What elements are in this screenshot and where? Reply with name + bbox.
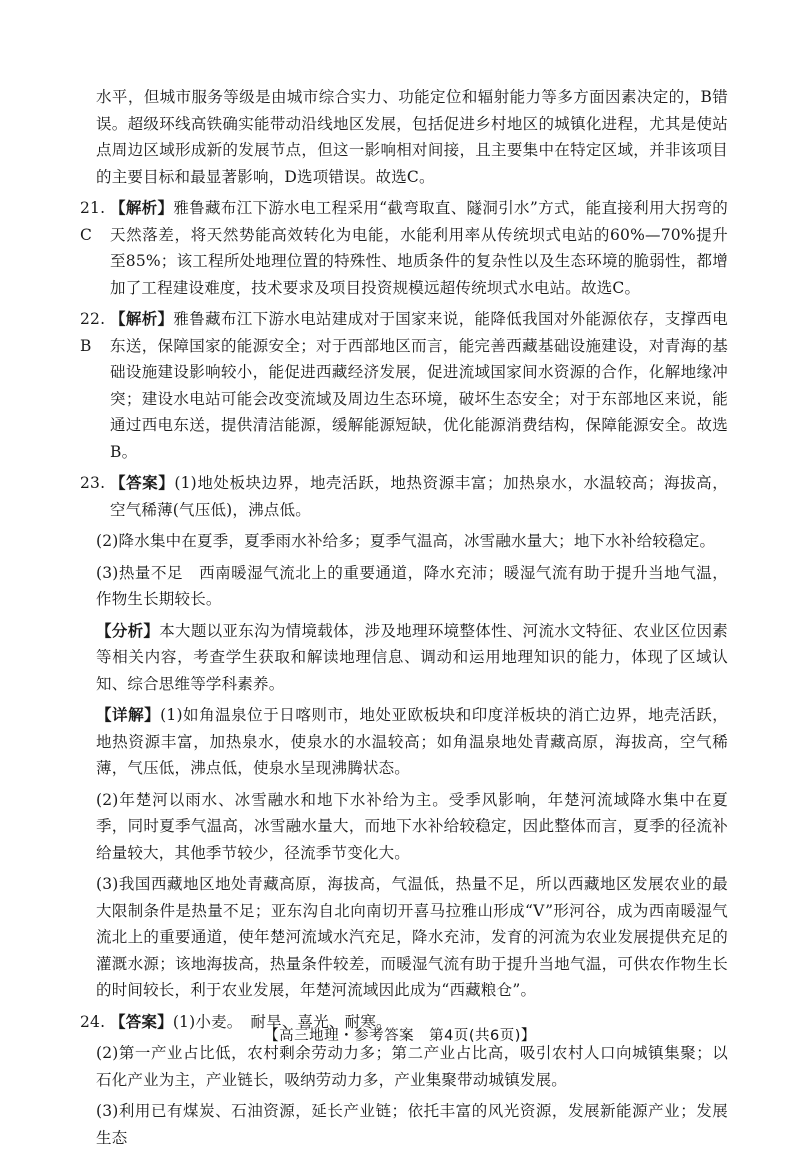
q24-answer-1: (1)小麦。 耐旱、喜光、耐寒。 bbox=[172, 1012, 392, 1031]
q23-fenxi bbox=[96, 618, 728, 698]
q22-body bbox=[110, 306, 728, 465]
q23-xiangjie-1-text: (1)如角温泉位于日喀则市，地处亚欧板块和印度洋板块的消亡边界，地壳活跃，地热资源丰富，加热泉水，使泉水的水温较高；如角温泉地处青藏高原，海拔高，空气稀薄，气压低，沸点低，使泉水呈现沸腾状态。 bbox=[96, 706, 728, 777]
q23-block bbox=[80, 470, 728, 523]
q22-number: 22. B bbox=[80, 310, 106, 355]
q23-answer-2: (2)降水集中在夏季，夏季雨水补给多；夏季气温高，冰雪融水量大；地下水补给较稳定。 bbox=[96, 532, 716, 550]
q24-answer-tag: 【答案】 bbox=[110, 1011, 173, 1031]
q21-body bbox=[110, 195, 728, 301]
q22-analysis-text: 雅鲁藏布江下游水电站建成对于国家来说，能降低我国对外能源依存，支撑西电东送，保障国家的能源安全；对于西部地区而言，能完善西藏基础设施建设，对青海的基础设施建设影响较小，能促进西藏经济发展，促进流域国家间水资源的合作，化解地缘冲突；建设水电站可能会改变流域及周边生态环境，破坏生态安全；对于东部地区来说，能通过西电东送，提供清洁能源，缓解能源短缺，优化能源消费结构，保障能源安全。故选B。 bbox=[110, 310, 728, 461]
q20-continuation: 水平，但城市服务等级是由城市综合实力、功能定位和辐射能力等多方面因素决定的，B错误。超级环线高铁确实能带动沿线地区发展，包括促进乡村地区的城镇化进程，尤其是使站点周边区域形成新的发展节点，但这一影响相对间接，且主要集中在特定区域，并非该项目的主要目标和最显著影响，D选项错误。故选C。 bbox=[96, 88, 728, 186]
q23-fenxi-text: 本大题以亚东沟为情境载体，涉及地理环境整体性、河流水文特征、农业区位因素等相关内容，考查学生获取和解读地理信息、调动和运用地理知识的能力，体现了区域认知、综合思维等学科素养。 bbox=[96, 621, 728, 693]
q24-answer-2: (2)第一产业占比低，农村剩余劳动力多；第二产业占比高，吸引农村人口向城镇集聚；以石化产业为主，产业链长，吸纳劳动力多，产业集聚带动城镇发展。 bbox=[96, 1044, 728, 1089]
q23-fenxi-tag: 【分析】 bbox=[96, 620, 160, 640]
q23-answer-3: (3)热量不足 西南暖湿气流北上的重要通道，降水充沛；暖湿气流有助于提升当地气温，作物生长期较长。 bbox=[96, 563, 728, 608]
q23-xiangjie-3: (3)我国西藏地区地处青藏高原，海拔高，气温低，热量不足，所以西藏地区发展农业的最大限制条件是热量不足；亚东沟自北向南切开喜马拉雅山形成“V”形河谷，成为西南暖湿气流北上的重要通道，使年楚河流域水汽充足，降水充沛，发育的河流为农业发展提供充足的灌溉水源；该地海拔高，热量条件较差，而暖湿气流有助于提升当地气温，可供农作物生长的时间较长，利于农业发展，年楚河流域因此成为“西藏粮仓”。 bbox=[96, 875, 728, 999]
q21-number: 21. C bbox=[80, 199, 106, 244]
q23-body bbox=[110, 470, 728, 523]
q24-answer-3: (3)利用已有煤炭、石油资源，延长产业链；依托丰富的风光资源，发展新能源产业；发展生态 bbox=[96, 1102, 728, 1147]
q21-analysis-text: 雅鲁藏布江下游水电工程采用“截弯取直、隧洞引水”方式，能直接利用大拐弯的天然落差，将天然势能高效转化为电能，水能利用率从传统坝式电站的60%—70%提升至85%；该工程所处地理位置的特殊性、地质条件的复杂性以及生态环境的脆弱性，都增加了工程建设难度，技术要求及项目投资规模远超传统坝式水电站。故选C。 bbox=[110, 199, 728, 297]
q21-analysis-tag: 【解析】 bbox=[110, 198, 174, 217]
q23-answer-tag: 【答案】 bbox=[110, 473, 175, 492]
answer-content bbox=[80, 84, 728, 1156]
page-footer: 【高三地理・参考答案 第4页(共6页)】 bbox=[264, 1028, 536, 1044]
q23-xiangjie-1 bbox=[96, 702, 728, 782]
q21-block bbox=[80, 195, 728, 301]
q22-block bbox=[80, 306, 728, 465]
q23-xiangjie-tag: 【详解】 bbox=[96, 705, 161, 724]
q23-number: 23. bbox=[80, 474, 106, 492]
q22-analysis-tag: 【解析】 bbox=[110, 309, 174, 328]
q23-xiangjie-2: (2)年楚河以雨水、冰雪融水和地下水补给为主。受季风影响，年楚河流域降水集中在夏季，同时夏季气温高，冰雪融水量大，而地下水补给较稳定，因此整体而言，夏季的径流补给量较大，其他季节较少，径流季节变化大。 bbox=[96, 790, 728, 862]
q23-answer-1: (1)地处板块边界，地壳活跃，地热资源丰富；加热泉水，水温较高；海拔高，空气稀薄(气压低)，沸点低。 bbox=[110, 474, 728, 519]
q24-number: 24. bbox=[80, 1012, 106, 1031]
